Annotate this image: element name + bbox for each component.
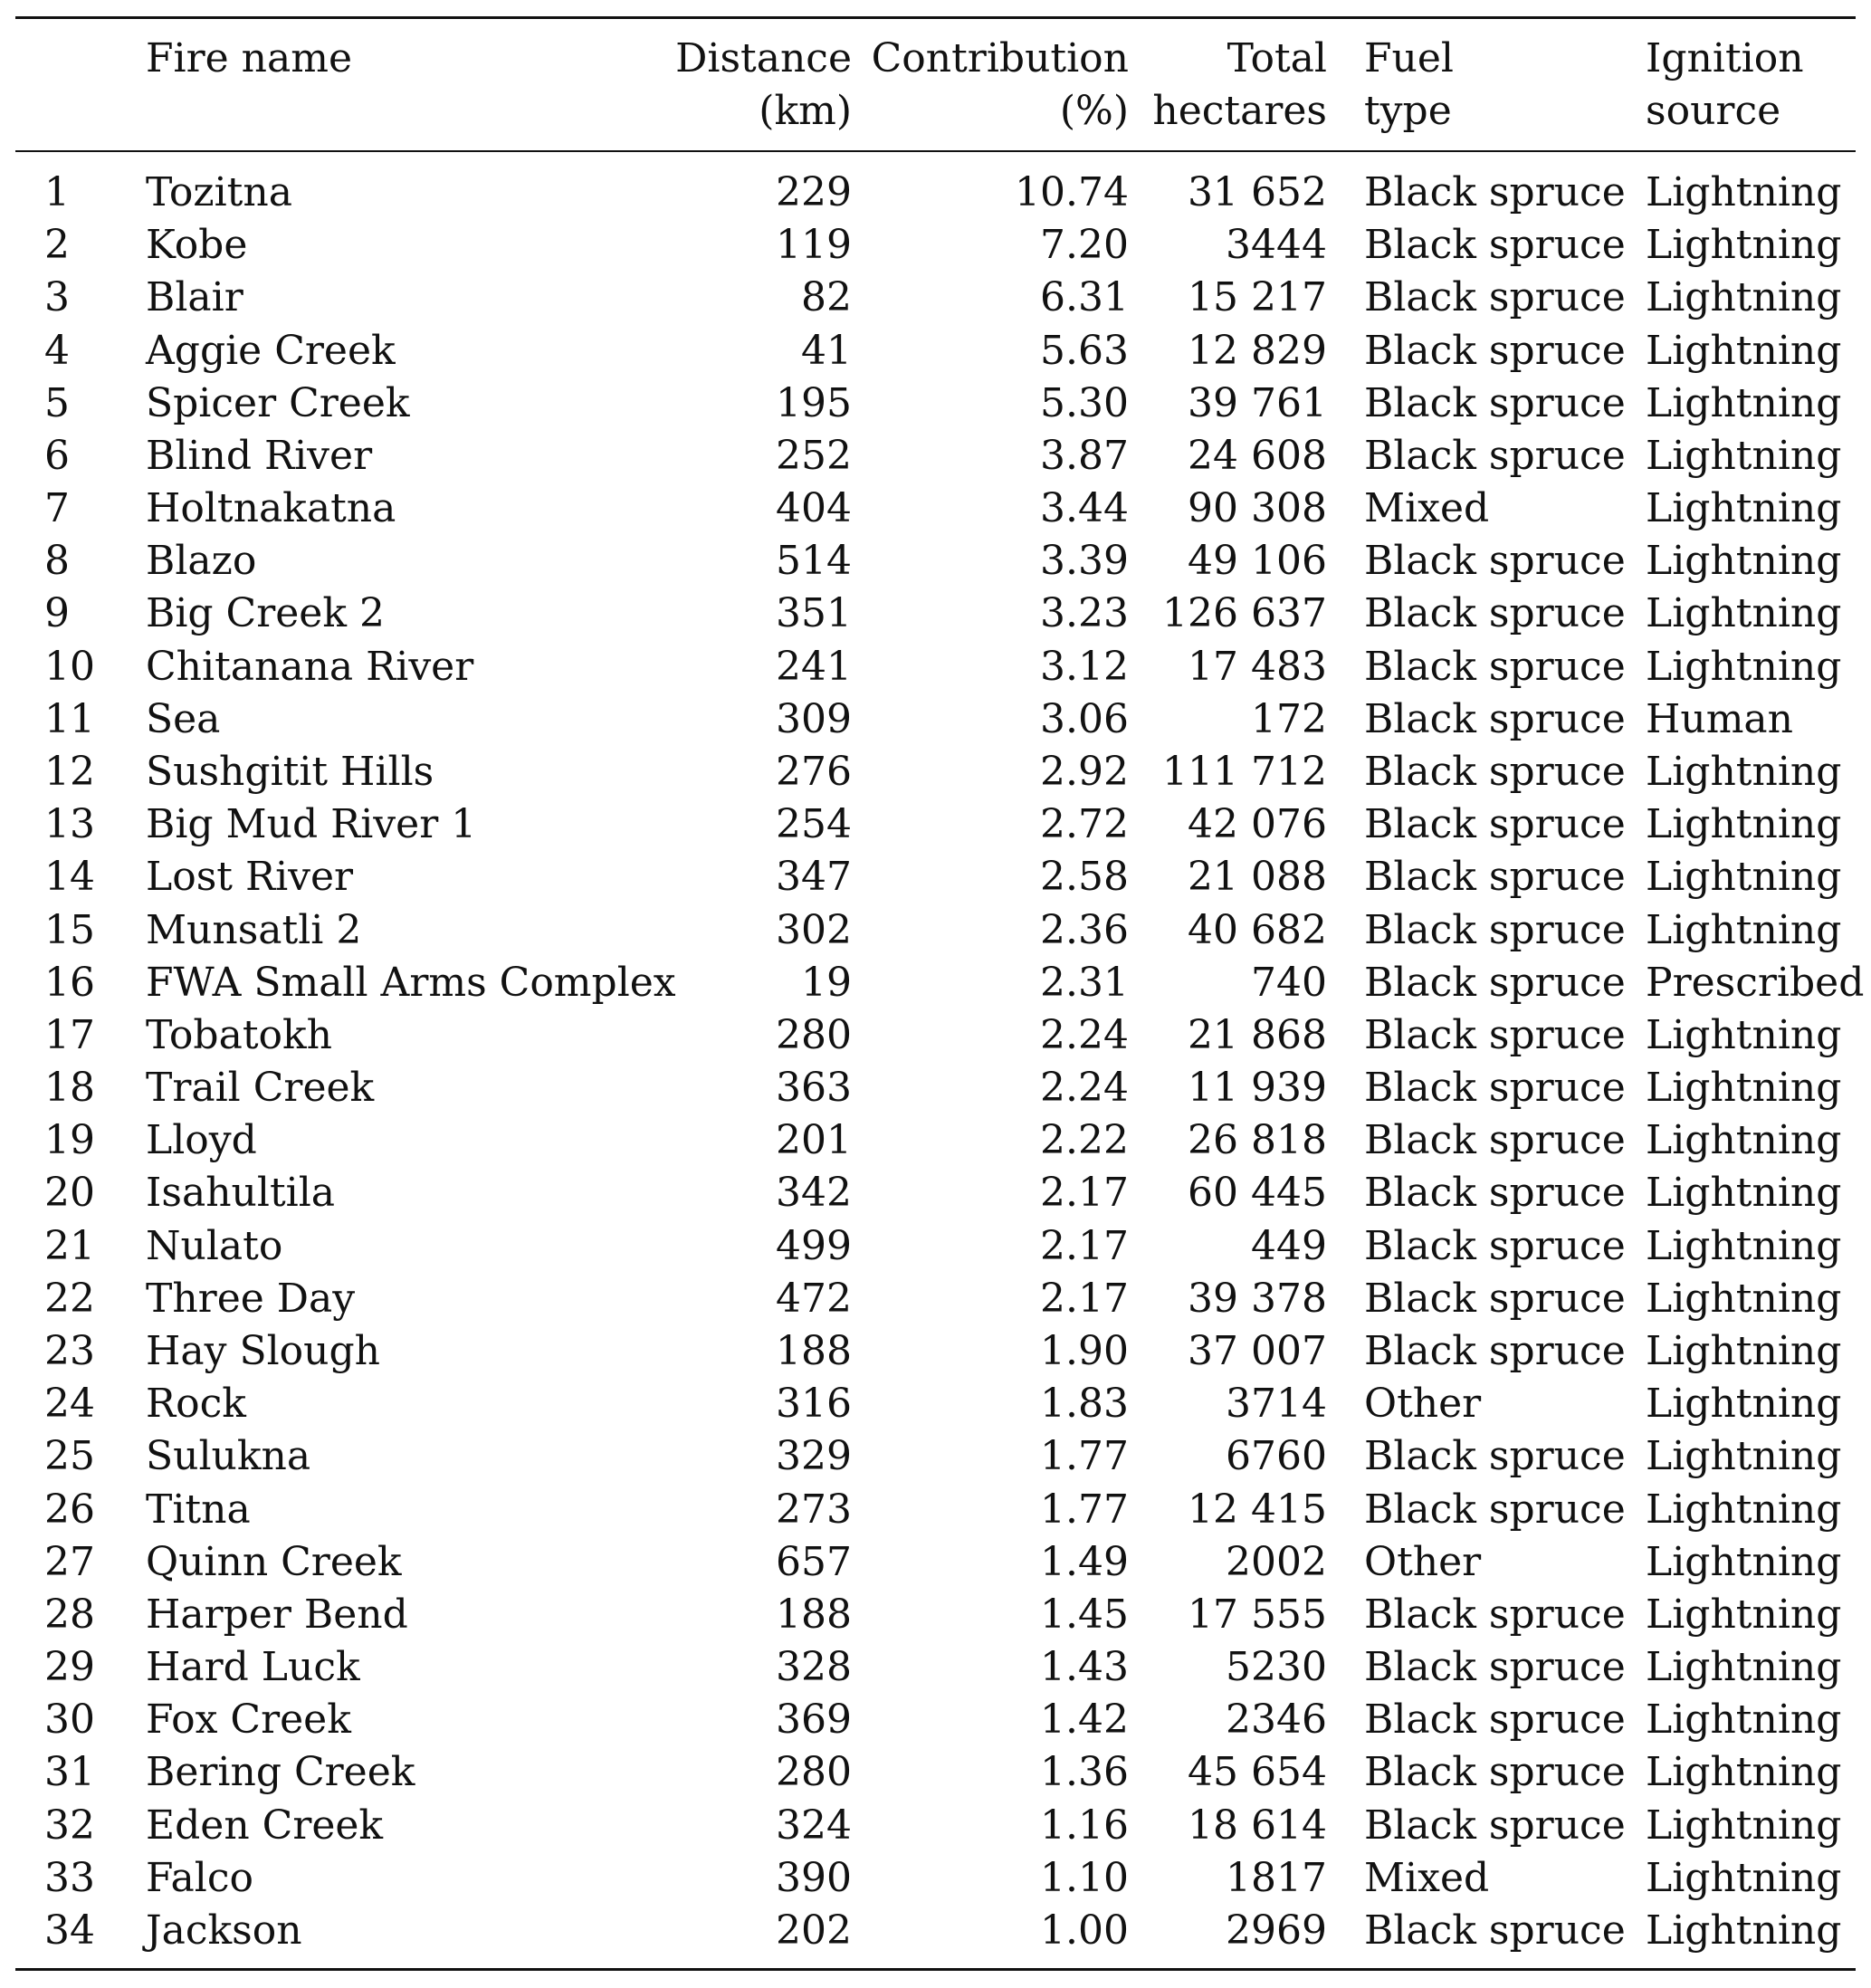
fire-name-cell: Rock (146, 1381, 246, 1428)
ignition-source-cell: Lightning (1646, 1327, 1842, 1374)
fire-name-cell: Blair (146, 274, 243, 321)
ignition-source-cell: Lightning (1646, 1486, 1842, 1533)
table-row (15, 851, 1856, 903)
header-ignition-source: Ignition source (1646, 35, 1804, 134)
fire-name-cell: Sulukna (146, 1433, 311, 1480)
distance-km-cell: 280 (776, 1749, 852, 1796)
ignition-source-cell: Lightning (1646, 1065, 1842, 1112)
contribution-percent-cell: 2.31 (1040, 959, 1129, 1006)
contribution-percent-cell: 7.20 (1040, 222, 1129, 269)
fuel-type-cell: Other (1364, 1538, 1482, 1585)
contribution-percent-cell: 2.17 (1040, 1275, 1129, 1322)
fire-name-cell: Holtnakatna (146, 485, 396, 532)
table-row (15, 167, 1856, 219)
total-hectares-cell: 37 007 (1188, 1327, 1327, 1374)
distance-km-cell: 657 (776, 1538, 852, 1585)
total-hectares-cell: 126 637 (1162, 590, 1327, 637)
row-number-cell: 9 (44, 590, 70, 637)
table-row (15, 1589, 1856, 1641)
table-row (15, 1114, 1856, 1167)
contribution-percent-cell: 1.77 (1040, 1433, 1129, 1480)
distance-km-cell: 316 (776, 1381, 852, 1428)
total-hectares-cell: 6760 (1226, 1433, 1327, 1480)
fuel-type-cell: Other (1364, 1381, 1482, 1428)
row-number-cell: 18 (44, 1065, 95, 1112)
fire-name-cell: Blind River (146, 432, 373, 479)
fuel-type-cell: Black spruce (1364, 222, 1626, 269)
contribution-percent-cell: 1.45 (1040, 1591, 1129, 1638)
fire-name-cell: Sea (146, 695, 221, 742)
ignition-source-cell: Lightning (1646, 1907, 1842, 1954)
fire-name-cell: Blazo (146, 538, 257, 585)
row-number-cell: 3 (44, 274, 70, 321)
distance-km-cell: 201 (776, 1117, 852, 1164)
fuel-type-cell: Black spruce (1364, 1065, 1626, 1112)
contribution-percent-cell: 2.92 (1040, 748, 1129, 795)
fuel-type-cell: Black spruce (1364, 538, 1626, 585)
contribution-percent-cell: 1.49 (1040, 1538, 1129, 1585)
table-row (15, 325, 1856, 378)
distance-km-cell: 351 (776, 590, 852, 637)
fuel-type-cell: Mixed (1364, 1854, 1490, 1901)
table-row (15, 1220, 1856, 1273)
total-hectares-cell: 17 555 (1188, 1591, 1327, 1638)
table-row (15, 1484, 1856, 1536)
header-distance: Distance (km) (675, 35, 852, 134)
table-row (15, 1800, 1856, 1852)
fuel-type-cell: Black spruce (1364, 1327, 1626, 1374)
total-hectares-cell: 49 106 (1188, 538, 1327, 585)
fuel-type-cell: Black spruce (1364, 379, 1626, 426)
row-number-cell: 10 (44, 643, 95, 690)
row-number-cell: 1 (44, 169, 70, 215)
row-number-cell: 15 (44, 906, 95, 953)
fuel-type-cell: Black spruce (1364, 1117, 1626, 1164)
ignition-source-cell: Lightning (1646, 1433, 1842, 1480)
fuel-type-cell: Black spruce (1364, 274, 1626, 321)
header-fire-name: Fire name (146, 35, 352, 81)
table-row (15, 535, 1856, 588)
distance-km-cell: 273 (776, 1486, 852, 1533)
table-row (15, 1062, 1856, 1114)
table-row (15, 693, 1856, 746)
ignition-source-cell: Lightning (1646, 1011, 1842, 1058)
row-number-cell: 22 (44, 1275, 95, 1322)
distance-km-cell: 82 (801, 274, 852, 321)
row-number-cell: 16 (44, 959, 95, 1006)
total-hectares-cell: 12 415 (1188, 1486, 1327, 1533)
ignition-source-cell: Lightning (1646, 1854, 1842, 1901)
total-hectares-cell: 111 712 (1162, 748, 1327, 795)
row-number-cell: 7 (44, 485, 70, 532)
contribution-percent-cell: 3.87 (1040, 432, 1129, 479)
ignition-source-cell: Lightning (1646, 327, 1842, 374)
fuel-type-cell: Black spruce (1364, 801, 1626, 848)
fire-name-cell: Tobatokh (146, 1011, 332, 1058)
fire-name-cell: Hay Slough (146, 1327, 380, 1374)
row-number-cell: 33 (44, 1854, 95, 1901)
ignition-source-cell: Lightning (1646, 1170, 1842, 1217)
ignition-source-cell: Lightning (1646, 643, 1842, 690)
total-hectares-cell: 3444 (1226, 222, 1327, 269)
distance-km-cell: 119 (776, 222, 852, 269)
ignition-source-cell: Prescribed (1646, 959, 1865, 1006)
ignition-source-cell: Lightning (1646, 748, 1842, 795)
ignition-source-cell: Lightning (1646, 538, 1842, 585)
contribution-percent-cell: 1.16 (1040, 1802, 1129, 1849)
total-hectares-cell: 740 (1251, 959, 1327, 1006)
fire-name-cell: Harper Bend (146, 1591, 408, 1638)
ignition-source-cell: Lightning (1646, 1381, 1842, 1428)
fire-name-cell: Falco (146, 1854, 253, 1901)
total-hectares-cell: 39 378 (1188, 1275, 1327, 1322)
table-row (15, 1378, 1856, 1430)
total-hectares-cell: 90 308 (1188, 485, 1327, 532)
contribution-percent-cell: 5.63 (1040, 327, 1129, 374)
distance-km-cell: 188 (776, 1327, 852, 1374)
ignition-source-cell: Lightning (1646, 432, 1842, 479)
table-row (15, 957, 1865, 1009)
fire-name-cell: Titna (146, 1486, 251, 1533)
ignition-source-cell: Lightning (1646, 1802, 1842, 1849)
header-rule (15, 150, 1856, 152)
fuel-type-cell: Black spruce (1364, 1222, 1626, 1269)
distance-km-cell: 324 (776, 1802, 852, 1849)
contribution-percent-cell: 1.00 (1040, 1907, 1129, 1954)
distance-km-cell: 252 (776, 432, 852, 479)
contribution-percent-cell: 2.58 (1040, 854, 1129, 901)
total-hectares-cell: 31 652 (1188, 169, 1327, 215)
total-hectares-cell: 3714 (1226, 1381, 1327, 1428)
distance-km-cell: 328 (776, 1644, 852, 1691)
total-hectares-cell: 2002 (1226, 1538, 1327, 1585)
header-contribution: Contribution (%) (871, 35, 1129, 134)
table-row (15, 588, 1856, 640)
fire-name-cell: Isahultila (146, 1170, 335, 1217)
fire-name-cell: Spicer Creek (146, 379, 410, 426)
fire-name-cell: Nulato (146, 1222, 283, 1269)
total-hectares-cell: 21 088 (1188, 854, 1327, 901)
ignition-source-cell: Lightning (1646, 379, 1842, 426)
fuel-type-cell: Black spruce (1364, 1749, 1626, 1796)
contribution-percent-cell: 2.36 (1040, 906, 1129, 953)
distance-km-cell: 390 (776, 1854, 852, 1901)
fire-name-cell: Kobe (146, 222, 248, 269)
fire-name-cell: Lloyd (146, 1117, 257, 1164)
fire-name-cell: Tozitna (146, 169, 292, 215)
fire-name-cell: Jackson (146, 1907, 302, 1954)
row-number-cell: 30 (44, 1696, 95, 1744)
total-hectares-cell: 2969 (1226, 1907, 1327, 1954)
fire-name-cell: FWA Small Arms Complex (146, 959, 676, 1006)
distance-km-cell: 195 (776, 379, 852, 426)
contribution-percent-cell: 3.12 (1040, 643, 1129, 690)
contribution-percent-cell: 10.74 (1015, 169, 1129, 215)
distance-km-cell: 188 (776, 1591, 852, 1638)
table-row (15, 1536, 1856, 1589)
distance-km-cell: 342 (776, 1170, 852, 1217)
row-number-cell: 11 (44, 695, 95, 742)
fire-name-cell: Trail Creek (146, 1065, 375, 1112)
ignition-source-cell: Lightning (1646, 222, 1842, 269)
total-hectares-cell: 12 829 (1188, 327, 1327, 374)
table-row (15, 378, 1856, 430)
total-hectares-cell: 26 818 (1188, 1117, 1327, 1164)
ignition-source-cell: Lightning (1646, 1222, 1842, 1269)
row-number-cell: 26 (44, 1486, 95, 1533)
contribution-percent-cell: 2.24 (1040, 1011, 1129, 1058)
table-row (15, 641, 1856, 693)
distance-km-cell: 363 (776, 1065, 852, 1112)
distance-km-cell: 302 (776, 906, 852, 953)
total-hectares-cell: 15 217 (1188, 274, 1327, 321)
table-row (15, 1325, 1856, 1378)
distance-km-cell: 19 (801, 959, 852, 1006)
distance-km-cell: 369 (776, 1696, 852, 1744)
contribution-percent-cell: 2.17 (1040, 1170, 1129, 1217)
row-number-cell: 20 (44, 1170, 95, 1217)
contribution-percent-cell: 3.23 (1040, 590, 1129, 637)
contribution-percent-cell: 3.06 (1040, 695, 1129, 742)
table-row (15, 430, 1856, 483)
total-hectares-cell: 1817 (1226, 1854, 1327, 1901)
ignition-source-cell: Lightning (1646, 1591, 1842, 1638)
total-hectares-cell: 39 761 (1188, 379, 1327, 426)
distance-km-cell: 404 (776, 485, 852, 532)
distance-km-cell: 472 (776, 1275, 852, 1322)
distance-km-cell: 280 (776, 1011, 852, 1058)
ignition-source-cell: Lightning (1646, 1749, 1842, 1796)
fuel-type-cell: Black spruce (1364, 169, 1626, 215)
total-hectares-cell: 5230 (1226, 1644, 1327, 1691)
fire-name-cell: Big Creek 2 (146, 590, 385, 637)
ignition-source-cell: Lightning (1646, 590, 1842, 637)
fuel-type-cell: Black spruce (1364, 1170, 1626, 1217)
ignition-source-cell: Lightning (1646, 169, 1842, 215)
table-row (15, 904, 1856, 957)
ignition-source-cell: Lightning (1646, 1696, 1842, 1744)
ignition-source-cell: Lightning (1646, 1117, 1842, 1164)
fuel-type-cell: Mixed (1364, 485, 1490, 532)
fire-name-cell: Hard Luck (146, 1644, 360, 1691)
total-hectares-cell: 21 868 (1188, 1011, 1327, 1058)
row-number-cell: 2 (44, 222, 70, 269)
table-row (15, 1694, 1856, 1746)
table-row (15, 219, 1856, 272)
contribution-percent-cell: 3.39 (1040, 538, 1129, 585)
contribution-percent-cell: 1.36 (1040, 1749, 1129, 1796)
contribution-percent-cell: 1.83 (1040, 1381, 1129, 1428)
table-row (15, 272, 1856, 324)
table-row (15, 1009, 1856, 1062)
total-hectares-cell: 24 608 (1188, 432, 1327, 479)
fuel-type-cell: Black spruce (1364, 1696, 1626, 1744)
row-number-cell: 6 (44, 432, 70, 479)
fuel-type-cell: Black spruce (1364, 854, 1626, 901)
row-number-cell: 24 (44, 1381, 95, 1428)
fuel-type-cell: Black spruce (1364, 748, 1626, 795)
table-row (15, 1852, 1856, 1905)
fire-name-cell: Big Mud River 1 (146, 801, 477, 848)
table-row (15, 746, 1856, 798)
fire-name-cell: Fox Creek (146, 1696, 351, 1744)
contribution-percent-cell: 3.44 (1040, 485, 1129, 532)
distance-km-cell: 254 (776, 801, 852, 848)
row-number-cell: 8 (44, 538, 70, 585)
row-number-cell: 32 (44, 1802, 95, 1849)
fuel-type-cell: Black spruce (1364, 432, 1626, 479)
ignition-source-cell: Lightning (1646, 274, 1842, 321)
fuel-type-cell: Black spruce (1364, 1591, 1626, 1638)
fuel-type-cell: Black spruce (1364, 1011, 1626, 1058)
contribution-percent-cell: 2.17 (1040, 1222, 1129, 1269)
fuel-type-cell: Black spruce (1364, 1907, 1626, 1954)
row-number-cell: 5 (44, 379, 70, 426)
distance-km-cell: 276 (776, 748, 852, 795)
fire-name-cell: Bering Creek (146, 1749, 415, 1796)
fire-name-cell: Three Day (146, 1275, 356, 1322)
distance-km-cell: 514 (776, 538, 852, 585)
table-row (15, 1430, 1856, 1483)
bottom-rule (15, 1968, 1856, 1971)
row-number-cell: 4 (44, 327, 70, 374)
total-hectares-cell: 45 654 (1188, 1749, 1327, 1796)
fuel-type-cell: Black spruce (1364, 327, 1626, 374)
top-rule (15, 16, 1856, 19)
fire-name-cell: Sushgitit Hills (146, 748, 434, 795)
ignition-source-cell: Lightning (1646, 1275, 1842, 1322)
total-hectares-cell: 11 939 (1188, 1065, 1327, 1112)
contribution-percent-cell: 1.42 (1040, 1696, 1129, 1744)
fire-name-cell: Quinn Creek (146, 1538, 402, 1585)
fire-name-cell: Aggie Creek (146, 327, 396, 374)
total-hectares-cell: 42 076 (1188, 801, 1327, 848)
ignition-source-cell: Lightning (1646, 1538, 1842, 1585)
distance-km-cell: 347 (776, 854, 852, 901)
fuel-type-cell: Black spruce (1364, 1486, 1626, 1533)
row-number-cell: 23 (44, 1327, 95, 1374)
fuel-type-cell: Black spruce (1364, 1644, 1626, 1691)
ignition-source-cell: Lightning (1646, 485, 1842, 532)
distance-km-cell: 202 (776, 1907, 852, 1954)
row-number-cell: 27 (44, 1538, 95, 1585)
ignition-source-cell: Lightning (1646, 854, 1842, 901)
contribution-percent-cell: 1.10 (1040, 1854, 1129, 1901)
ignition-source-cell: Lightning (1646, 1644, 1842, 1691)
total-hectares-cell: 17 483 (1188, 643, 1327, 690)
fire-name-cell: Munsatli 2 (146, 906, 362, 953)
fuel-type-cell: Black spruce (1364, 1802, 1626, 1849)
table-row (15, 1746, 1856, 1799)
fuel-type-cell: Black spruce (1364, 590, 1626, 637)
fuel-type-cell: Black spruce (1364, 695, 1626, 742)
fuel-type-cell: Black spruce (1364, 906, 1626, 953)
distance-km-cell: 229 (776, 169, 852, 215)
row-number-cell: 19 (44, 1117, 95, 1164)
contribution-percent-cell: 1.43 (1040, 1644, 1129, 1691)
table-row (15, 483, 1856, 535)
row-number-cell: 29 (44, 1644, 95, 1691)
row-number-cell: 12 (44, 748, 95, 795)
fuel-type-cell: Black spruce (1364, 643, 1626, 690)
row-number-cell: 31 (44, 1749, 95, 1796)
row-number-cell: 13 (44, 801, 95, 848)
contribution-percent-cell: 1.90 (1040, 1327, 1129, 1374)
ignition-source-cell: Human (1646, 695, 1794, 742)
contribution-percent-cell: 2.22 (1040, 1117, 1129, 1164)
table-row (15, 1641, 1856, 1694)
row-number-cell: 14 (44, 854, 95, 901)
table-row (15, 1273, 1856, 1325)
total-hectares-cell: 2346 (1226, 1696, 1327, 1744)
row-number-cell: 21 (44, 1222, 95, 1269)
distance-km-cell: 41 (801, 327, 852, 374)
table-row (15, 1905, 1856, 1957)
fuel-type-cell: Black spruce (1364, 959, 1626, 1006)
contribution-percent-cell: 1.77 (1040, 1486, 1129, 1533)
contribution-percent-cell: 2.24 (1040, 1065, 1129, 1112)
total-hectares-cell: 172 (1251, 695, 1327, 742)
row-number-cell: 17 (44, 1011, 95, 1058)
distance-km-cell: 309 (776, 695, 852, 742)
distance-km-cell: 499 (776, 1222, 852, 1269)
ignition-source-cell: Lightning (1646, 801, 1842, 848)
total-hectares-cell: 40 682 (1188, 906, 1327, 953)
row-number-cell: 34 (44, 1907, 95, 1954)
contribution-percent-cell: 6.31 (1040, 274, 1129, 321)
header-fuel-type: Fuel type (1364, 35, 1454, 134)
row-number-cell: 28 (44, 1591, 95, 1638)
distance-km-cell: 241 (776, 643, 852, 690)
fire-name-cell: Chitanana River (146, 643, 474, 690)
distance-km-cell: 329 (776, 1433, 852, 1480)
total-hectares-cell: 60 445 (1188, 1170, 1327, 1217)
contribution-percent-cell: 5.30 (1040, 379, 1129, 426)
fire-name-cell: Eden Creek (146, 1802, 384, 1849)
fuel-type-cell: Black spruce (1364, 1433, 1626, 1480)
fuel-type-cell: Black spruce (1364, 1275, 1626, 1322)
header-total-hectares: Total hectares (1152, 35, 1327, 134)
contribution-percent-cell: 2.72 (1040, 801, 1129, 848)
fire-name-cell: Lost River (146, 854, 354, 901)
table-row (15, 798, 1856, 851)
total-hectares-cell: 18 614 (1188, 1802, 1327, 1849)
table-row (15, 1167, 1856, 1219)
ignition-source-cell: Lightning (1646, 906, 1842, 953)
total-hectares-cell: 449 (1251, 1222, 1327, 1269)
row-number-cell: 25 (44, 1433, 95, 1480)
